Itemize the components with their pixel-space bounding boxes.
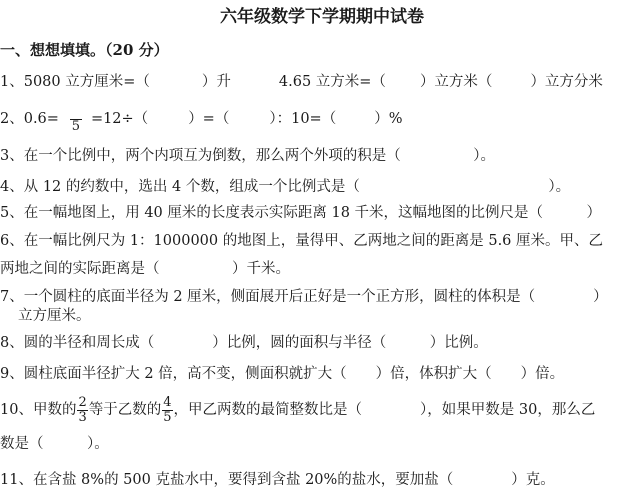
q10-fraction-2-denominator: 5 — [163, 409, 172, 425]
q2-part-e: ）% — [374, 111, 403, 127]
q2-part-c: ）=（ — [188, 111, 230, 127]
q10-part-c: ，甲乙两数的最简整数比是（ ），如果甲数是 30，那么乙 — [173, 402, 596, 418]
section-heading: 一、想想填填。（20 分） — [0, 41, 169, 59]
question-5: 5、在一幅地图上，用 40 厘米的长度表示实际距离 18 千米，这幅地图的比例尺是（ ） — [0, 205, 602, 221]
q2-fraction-denominator: 5 — [71, 118, 81, 134]
question-3: 3、在一个比例中，两个内项互为倒数，那么两个外项的积是（ ）。 — [0, 148, 495, 164]
q10-fraction-1-denominator: 3 — [78, 409, 87, 425]
question-6-line-2: 两地之间的实际距离是（ ）千米。 — [0, 261, 290, 277]
q1-part-c: 4.65 立方米=（ — [278, 74, 386, 90]
q2-part-a: 2、0.6= — [0, 111, 59, 127]
question-10-line-1 — [0, 394, 595, 426]
q1-part-e: ）立方分米 — [530, 74, 603, 90]
question-7-line-2: 立方厘米。 — [18, 308, 91, 324]
q2-fraction — [70, 105, 82, 134]
q10-part-a: 10、甲数的 — [0, 402, 77, 418]
q2-part-d: ）：10=（ — [269, 111, 337, 127]
question-9: 9、圆柱底面半径扩大 2 倍，高不变，侧面积就扩大（ ）倍，体积扩大（ ）倍。 — [0, 366, 565, 382]
q10-fraction-2-numerator: 4 — [163, 394, 172, 410]
question-1 — [0, 72, 603, 92]
q10-fraction-1-numerator: 2 — [78, 394, 87, 410]
q1-part-d: ）立方米（ — [419, 74, 493, 90]
question-11: 11、在含盐 8%的 500 克盐水中，要得到含盐 20%的盐水，要加盐（ ）克。 — [0, 472, 555, 488]
q10-fraction-1 — [77, 396, 87, 425]
page-title: 六年级数学下学期期中试卷 — [220, 7, 424, 27]
question-6-line-1: 6、在一幅比例尺为 1：1000000 的地图上，量得甲、乙两地之间的距离是 5.6 厘米。甲、乙 — [0, 233, 604, 249]
q2-fraction-numerator — [70, 105, 82, 120]
q10-fraction-2 — [162, 396, 172, 425]
question-4: 4、从 12 的约数中，选出 4 个数，组成一个比例式是（ ）。 — [0, 179, 571, 195]
question-2 — [0, 104, 402, 134]
q10-part-b: 等于乙数的 — [88, 402, 162, 418]
q1-part-a: 1、5080 立方厘米=（ — [0, 74, 150, 90]
question-7-line-1: 7、一个圆柱的底面半径为 2 厘米，侧面展开后正好是一个正方形，圆柱的体积是（ ） — [0, 289, 608, 305]
q2-part-b: =12÷（ — [90, 111, 149, 127]
q1-part-b: ）升 — [201, 74, 231, 90]
question-10-line-2: 数是（ ）。 — [0, 436, 109, 452]
question-8: 8、圆的半径和周长成（ ）比例，圆的面积与半径（ ）比例。 — [0, 335, 488, 351]
